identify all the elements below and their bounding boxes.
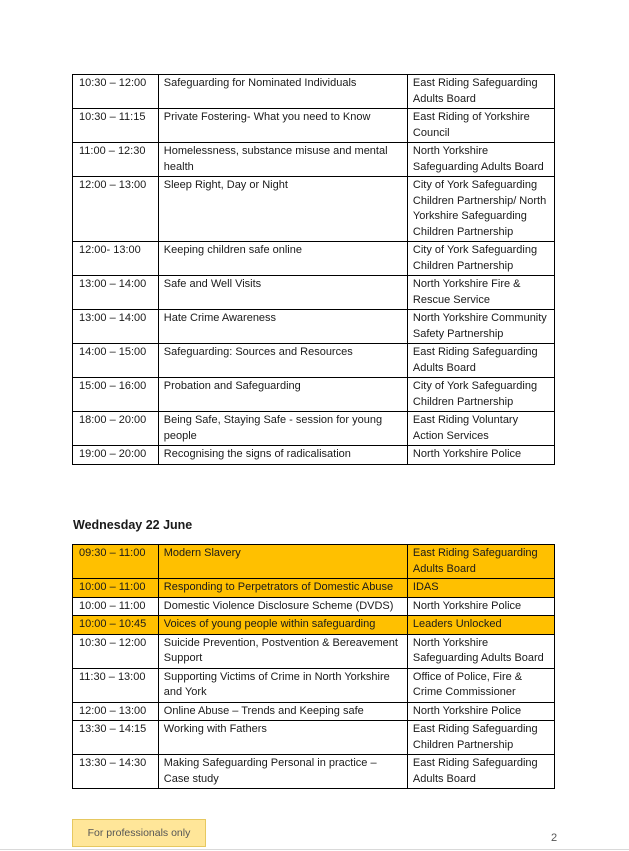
schedule-row (73, 668, 555, 702)
session-organiser: North Yorkshire Police (407, 702, 554, 721)
session-time: 12:00 – 13:00 (73, 177, 159, 242)
session-title: Private Fostering- What you need to Know (158, 109, 407, 143)
session-time: 13:00 – 14:00 (73, 276, 159, 310)
session-time: 13:30 – 14:15 (73, 721, 159, 755)
schedule-row (73, 412, 555, 446)
session-organiser: East Riding of Yorkshire Council (407, 109, 554, 143)
schedule-row (73, 597, 555, 616)
session-title: Being Safe, Staying Safe - session for young people (158, 412, 407, 446)
session-organiser: City of York Safeguarding Children Partnership (407, 378, 554, 412)
schedule-table-day2 (72, 544, 555, 789)
schedule-row (73, 344, 555, 378)
schedule-row (73, 177, 555, 242)
session-organiser: East Riding Safeguarding Adults Board (407, 75, 554, 109)
schedule-row (73, 109, 555, 143)
session-title: Recognising the signs of radicalisation (158, 446, 407, 465)
schedule-row (73, 276, 555, 310)
session-time: 10:00 – 11:00 (73, 597, 159, 616)
schedule-row (73, 616, 555, 635)
schedule-row (73, 545, 555, 579)
schedule-row (73, 702, 555, 721)
session-time: 19:00 – 20:00 (73, 446, 159, 465)
session-organiser: City of York Safeguarding Children Partnership (407, 242, 554, 276)
session-time: 10:00 – 11:00 (73, 579, 159, 598)
session-time: 15:00 – 16:00 (73, 378, 159, 412)
schedule-row (73, 446, 555, 465)
session-title: Safe and Well Visits (158, 276, 407, 310)
session-organiser: North Yorkshire Safeguarding Adults Board (407, 634, 554, 668)
schedule-row (73, 721, 555, 755)
schedule-row (73, 755, 555, 789)
session-time: 10:00 – 10:45 (73, 616, 159, 635)
session-title: Probation and Safeguarding (158, 378, 407, 412)
session-time: 13:00 – 14:00 (73, 310, 159, 344)
session-time: 09:30 – 11:00 (73, 545, 159, 579)
day-heading: Wednesday 22 June (73, 518, 193, 532)
session-organiser: Office of Police, Fire & Crime Commissioner (407, 668, 554, 702)
session-time: 10:30 – 12:00 (73, 75, 159, 109)
session-time: 11:30 – 13:00 (73, 668, 159, 702)
session-title: Hate Crime Awareness (158, 310, 407, 344)
session-title: Keeping children safe online (158, 242, 407, 276)
schedule-row (73, 634, 555, 668)
session-time: 14:00 – 15:00 (73, 344, 159, 378)
session-title: Voices of young people within safeguarding (158, 616, 407, 635)
session-organiser: East Riding Safeguarding Children Partnership (407, 721, 554, 755)
schedule-row (73, 143, 555, 177)
session-organiser: Leaders Unlocked (407, 616, 554, 635)
session-organiser: City of York Safeguarding Children Partnership/ North Yorkshire Safeguarding Children Partnership (407, 177, 554, 242)
session-title: Safeguarding for Nominated Individuals (158, 75, 407, 109)
session-organiser: East Riding Voluntary Action Services (407, 412, 554, 446)
session-time: 13:30 – 14:30 (73, 755, 159, 789)
session-organiser: North Yorkshire Fire & Rescue Service (407, 276, 554, 310)
schedule-row (73, 310, 555, 344)
session-title: Domestic Violence Disclosure Scheme (DVDS) (158, 597, 407, 616)
session-organiser: East Riding Safeguarding Adults Board (407, 755, 554, 789)
session-title: Sleep Right, Day or Night (158, 177, 407, 242)
session-organiser: North Yorkshire Police (407, 597, 554, 616)
session-title: Modern Slavery (158, 545, 407, 579)
schedule-row (73, 75, 555, 109)
professionals-only-badge: For professionals only (72, 819, 206, 847)
schedule-row (73, 378, 555, 412)
footer-divider (0, 849, 629, 850)
schedule-row (73, 242, 555, 276)
schedule-table-day1 (72, 74, 555, 465)
schedule-row (73, 579, 555, 598)
page-number: 2 (551, 832, 558, 844)
session-title: Making Safeguarding Personal in practice – Case study (158, 755, 407, 789)
session-title: Online Abuse – Trends and Keeping safe (158, 702, 407, 721)
session-title: Safeguarding: Sources and Resources (158, 344, 407, 378)
session-time: 11:00 – 12:30 (73, 143, 159, 177)
session-organiser: North Yorkshire Police (407, 446, 554, 465)
session-time: 12:00- 13:00 (73, 242, 159, 276)
session-organiser: East Riding Safeguarding Adults Board (407, 344, 554, 378)
session-time: 10:30 – 12:00 (73, 634, 159, 668)
session-title: Supporting Victims of Crime in North Yorkshire and York (158, 668, 407, 702)
session-organiser: IDAS (407, 579, 554, 598)
session-time: 12:00 – 13:00 (73, 702, 159, 721)
session-time: 18:00 – 20:00 (73, 412, 159, 446)
session-time: 10:30 – 11:15 (73, 109, 159, 143)
session-organiser: North Yorkshire Safeguarding Adults Board (407, 143, 554, 177)
session-title: Working with Fathers (158, 721, 407, 755)
session-title: Responding to Perpetrators of Domestic Abuse (158, 579, 407, 598)
session-title: Homelessness, substance misuse and mental health (158, 143, 407, 177)
session-organiser: North Yorkshire Community Safety Partnership (407, 310, 554, 344)
session-title: Suicide Prevention, Postvention & Bereavement Support (158, 634, 407, 668)
session-organiser: East Riding Safeguarding Adults Board (407, 545, 554, 579)
